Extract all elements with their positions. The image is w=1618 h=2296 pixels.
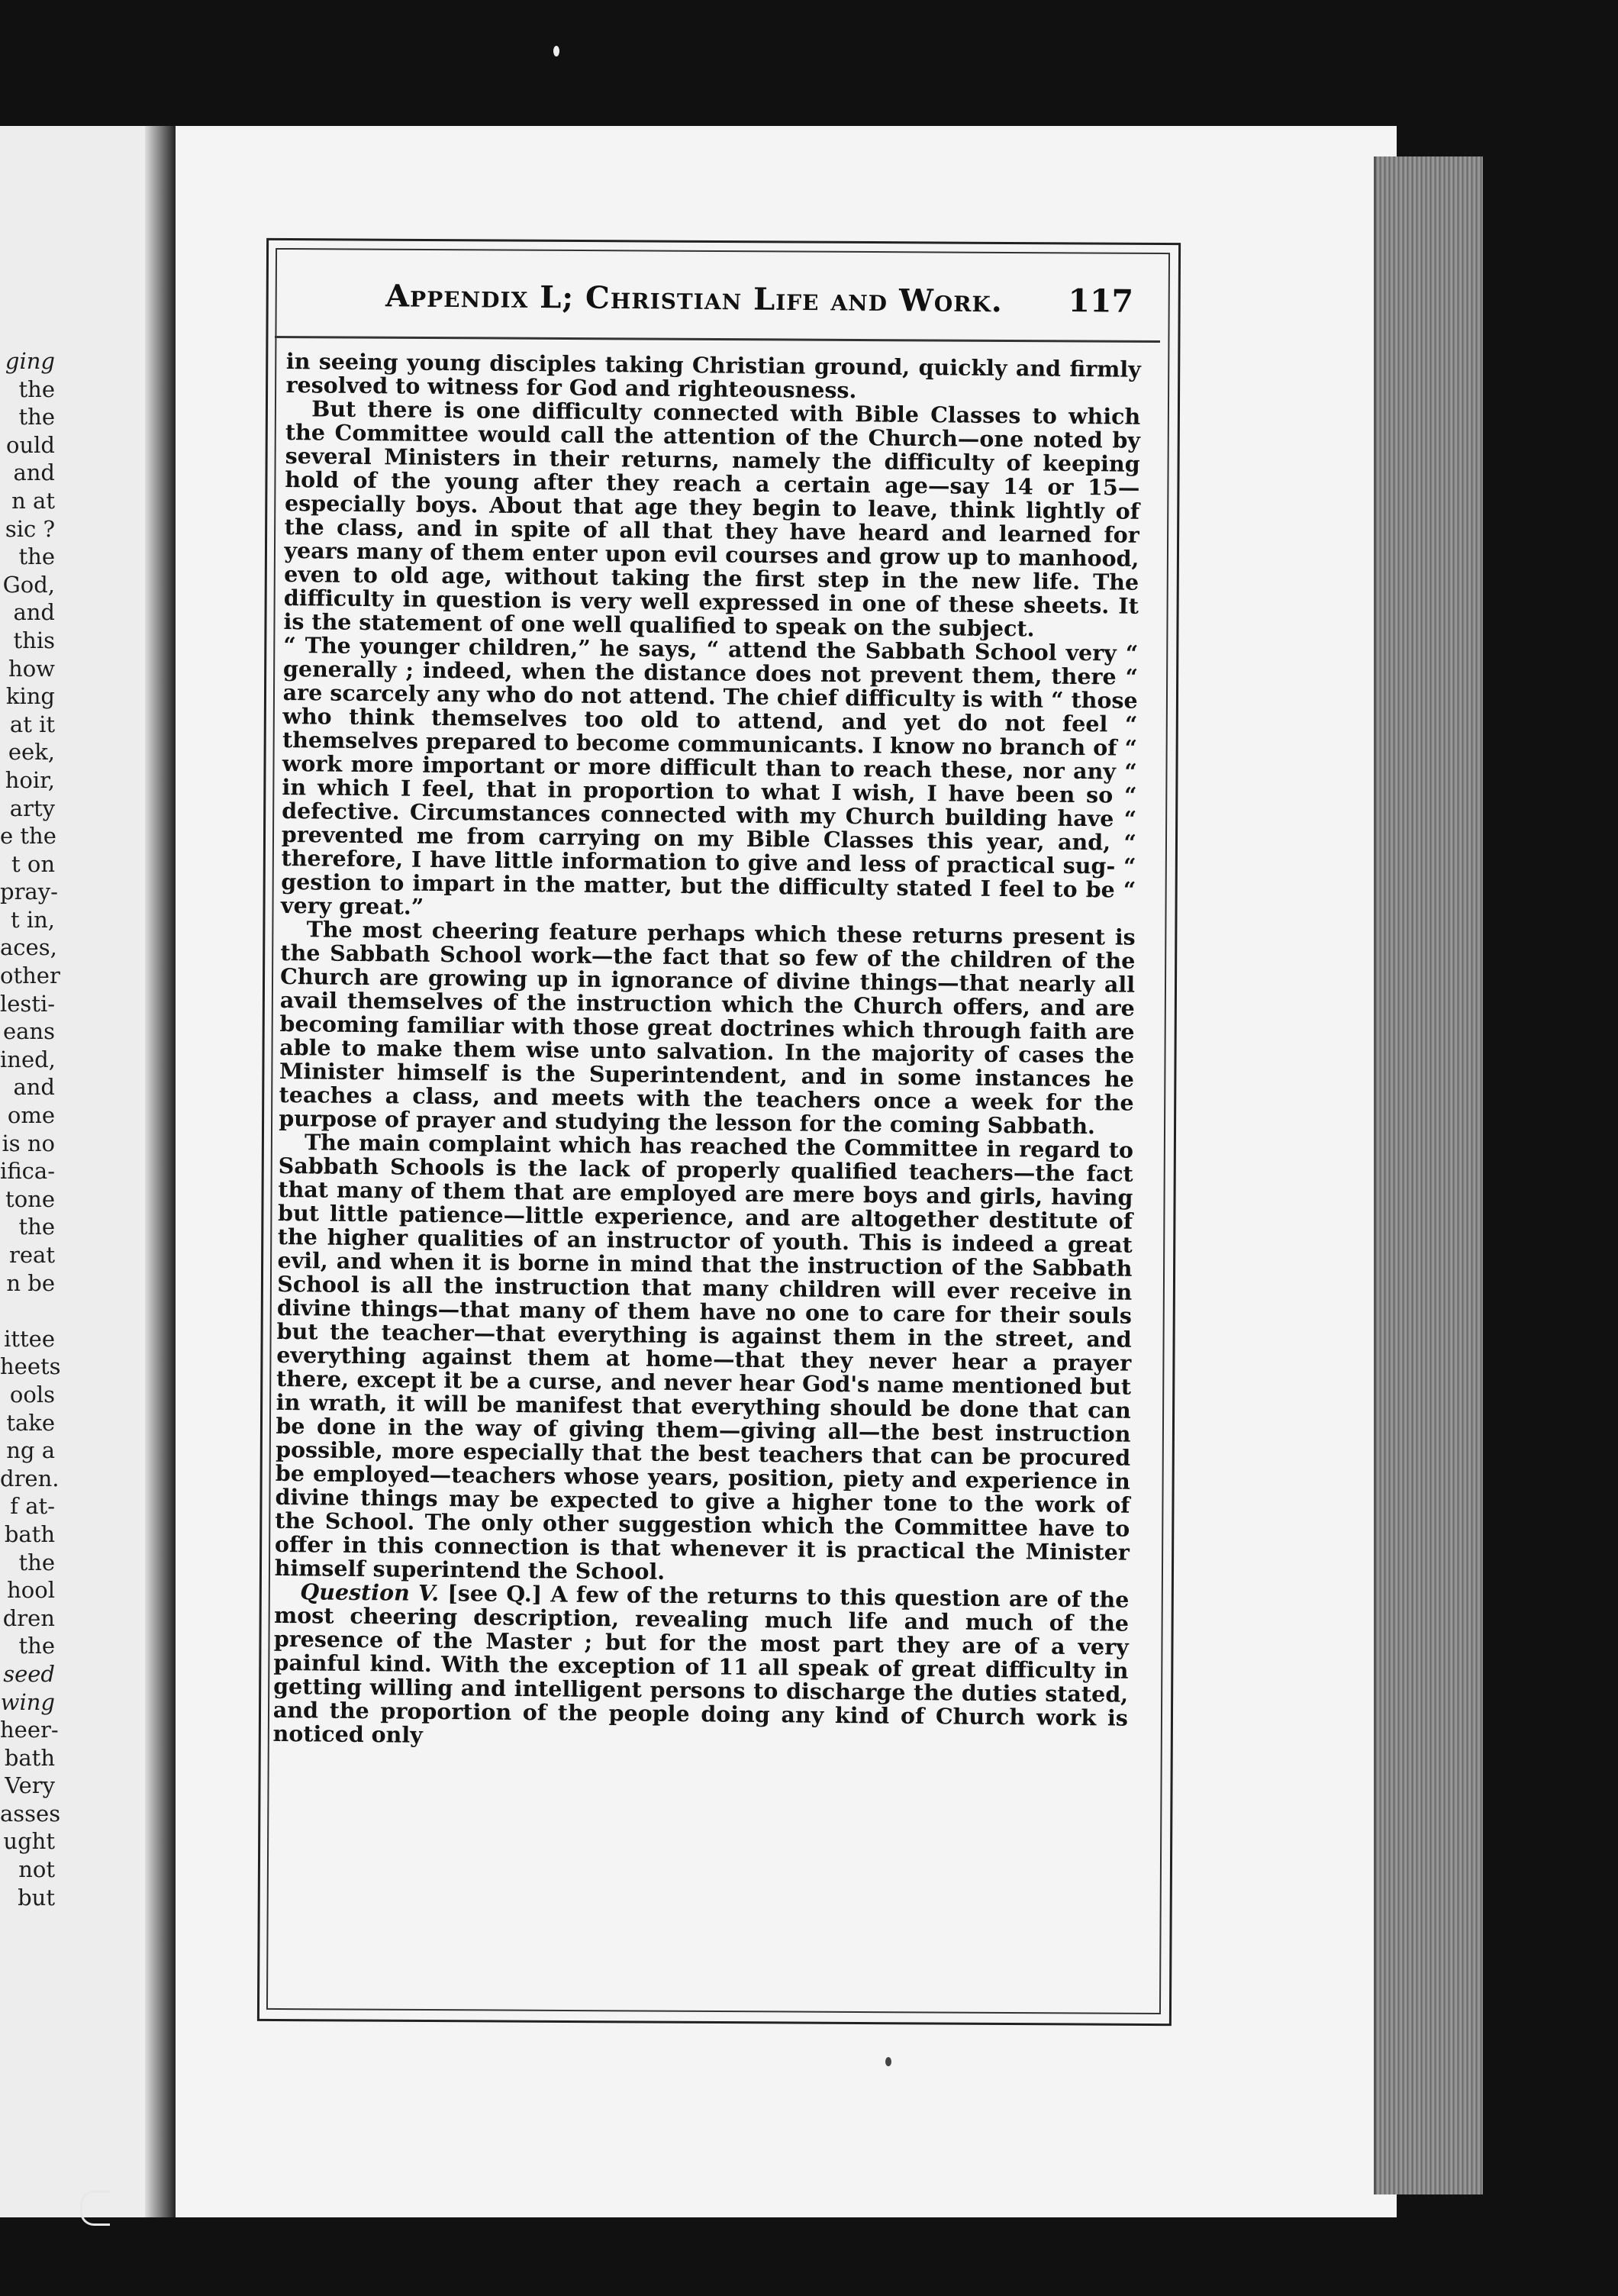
dust-speck bbox=[885, 2057, 891, 2066]
previous-page-word: ittee bbox=[4, 1325, 55, 1352]
previous-page-word: arty bbox=[9, 795, 55, 821]
previous-page-word: and bbox=[13, 1074, 55, 1101]
previous-page-word: asses bbox=[0, 1800, 61, 1827]
previous-page-word: f at- bbox=[10, 1493, 55, 1520]
previous-page-word: the bbox=[18, 543, 55, 570]
previous-page-word: is no bbox=[2, 1130, 55, 1156]
previous-page-word: dren. bbox=[0, 1465, 60, 1491]
previous-page-text-fragment bbox=[0, 347, 61, 1911]
previous-page-word: and bbox=[13, 460, 55, 486]
page-number: 117 bbox=[1068, 282, 1134, 320]
book-gutter bbox=[145, 126, 176, 2217]
previous-page-word: the bbox=[18, 1633, 55, 1659]
previous-page-word: other bbox=[0, 963, 60, 989]
page-edges bbox=[1374, 156, 1483, 2194]
previous-page-word: Very bbox=[5, 1772, 55, 1799]
previous-page-word: bath bbox=[4, 1744, 55, 1771]
previous-page-word: bath bbox=[4, 1520, 55, 1547]
previous-page-word: dren bbox=[2, 1604, 55, 1631]
previous-page-word: wing bbox=[0, 1688, 55, 1715]
previous-page-word: ging bbox=[5, 348, 55, 374]
previous-page-word: e the bbox=[0, 823, 56, 850]
previous-page-word: reat bbox=[9, 1242, 55, 1268]
previous-page-word: not bbox=[18, 1856, 55, 1883]
previous-page-word: how bbox=[8, 655, 55, 682]
previous-page-word: ools bbox=[9, 1381, 55, 1408]
previous-page-word: the bbox=[18, 376, 55, 402]
previous-page-word: ould bbox=[6, 431, 55, 458]
previous-page-word: ined, bbox=[0, 1046, 56, 1072]
previous-page-word: pray- bbox=[0, 879, 58, 905]
previous-page-word: n be bbox=[6, 1269, 55, 1296]
paragraph: The most cheering feature perhaps which these returns present is the Sabbath School work—the fact that so few of the children of the Church are growing up in ignorance of divine things—that nearly all avail themselves of the instruction which the Church offers, and are becoming familiar with those great doctrines which through faith are able to make them wise unto salvation. In the majority of cases the Minister himself is the Superintendent, and in some instances he teaches a class, and meets with the teachers once a week for the purpose of prayer and studying the lesson for the coming Sabbath. bbox=[279, 916, 1136, 1140]
question-label: Question V. bbox=[300, 1578, 440, 1606]
previous-page-word: the bbox=[18, 1549, 55, 1575]
previous-page-word: the bbox=[18, 404, 55, 430]
previous-page-word: n at bbox=[11, 487, 55, 514]
paragraph: The main complaint which has reached the Committee in regard to Sabbath Schools is the lack of properly qualified teachers—the fact that many of them that are employed are mere boys and girls, having but little patience—little experience, and are altogether destitute of the higher qualities of an instructor of youth. This is indeed a great evil, and when it is borne in mind that the instruction of the Sabbath School is all the instruction that many children will ever receive in divine things—that many of them have no one to care for their souls but the teacher—that everything is against them in the street, and everything against them at home—that they never hear a prayer there, except it be a curse, and never hear God's name mentioned but in wrath, it will be manifest that everything should be done that can be done in the way of giving them—giving all—the best instruction possible, more especially that the best teachers that can be procured be employed—teachers whose years, position, piety and experience in divine things may be expected to give a higher tone to the work of the School. The only other suggestion which the Committee have to offer in this connection is that whenever it is practical the Minister himself superintend the School. bbox=[274, 1129, 1134, 1585]
previous-page-word: hool bbox=[7, 1577, 55, 1604]
scan-mark bbox=[80, 2191, 110, 2226]
running-title: Appendix L; Christian Life and Work. bbox=[385, 278, 1004, 320]
previous-page-word: ng a bbox=[6, 1437, 55, 1464]
previous-page-word: at it bbox=[9, 711, 55, 737]
previous-page-word: eek, bbox=[8, 739, 55, 766]
page-body-text bbox=[272, 350, 1141, 1754]
previous-page-word: seed bbox=[3, 1660, 55, 1687]
previous-page-word: God, bbox=[2, 571, 55, 598]
previous-page-word: but bbox=[18, 1884, 55, 1911]
quoted-paragraph: “ The younger children,” he says, “ attend the Sabbath School very “ generally ; indeed, when the distance does not prevent them, there “ are scarcely any who do not attend. The chief difficulty is with “ those who think themselves too old to attend, and yet do not feel “ themselves prepared to become communicants. I know no branch of “ work more important or more difficult than to reach these, nor any “ in which I feel, that in proportion to what I wish, I have been so “ defective. Circumstances connected with my Church building have “ prevented me from carrying on my Bible Classes this year, and, “ therefore, I have little information to give and less of practical sug- “ gestion to impart in the matter, but the difficulty stated I feel to be “ very great.” bbox=[280, 631, 1139, 920]
previous-page-word: hoir, bbox=[5, 766, 55, 793]
previous-page-word: this bbox=[13, 627, 55, 653]
previous-page-word bbox=[0, 1297, 55, 1325]
previous-page-word: ught bbox=[3, 1828, 55, 1855]
previous-page-word: the bbox=[18, 1214, 55, 1240]
previous-page-word: aces, bbox=[0, 934, 57, 961]
previous-page-word: lesti- bbox=[0, 990, 56, 1017]
previous-page-word: heer- bbox=[0, 1717, 59, 1743]
previous-page-word: t on bbox=[11, 850, 55, 877]
paragraph-text: [see Q.] A few of the returns to this question are of the most cheering description, revealing much life and much of the presence of the Master ; but for the most part they are of a very painful kind. With the exception of 11 all speak of great difficulty in getting willing and intelligent persons to discharge the duties stated, and the proportion of the people doing any kind of Church work is noticed only bbox=[272, 1579, 1130, 1748]
paragraph bbox=[272, 1580, 1129, 1754]
previous-page-word: tone bbox=[5, 1185, 55, 1212]
previous-page-word: eans bbox=[2, 1018, 55, 1045]
previous-page-word: ome bbox=[7, 1102, 55, 1129]
paragraph: But there is one difficulty connected with Bible Classes to which the Committee would call the attention of the Church—one noted by several Ministers in their returns, namely the difficulty of keeping hold of the young after they reach a certain age—say 14 or 15—especially boys. About that age they begin to leave, think lightly of the class, and in spite of all that they have heard and learned for years many of them enter upon evil courses and grow up to manhood, even to old age, without taking the first step in the new life. The difficulty in question is very well expressed in one of these sheets. It is the statement of one well qualified to speak on the subject. bbox=[283, 395, 1141, 642]
paragraph: in seeing young disciples taking Christian ground, quickly and firmly resolved to witness for God and righteousness. bbox=[285, 348, 1141, 404]
running-head bbox=[271, 277, 1157, 338]
previous-page-word: ifica- bbox=[0, 1158, 55, 1185]
dust-speck bbox=[553, 46, 559, 56]
previous-page-word: sic ? bbox=[5, 515, 55, 542]
previous-page-word: take bbox=[6, 1409, 55, 1436]
previous-page-word: heets bbox=[0, 1353, 61, 1380]
previous-page-word: king bbox=[5, 683, 55, 710]
previous-page-word: t in, bbox=[10, 906, 55, 933]
previous-page-word: and bbox=[13, 599, 55, 626]
